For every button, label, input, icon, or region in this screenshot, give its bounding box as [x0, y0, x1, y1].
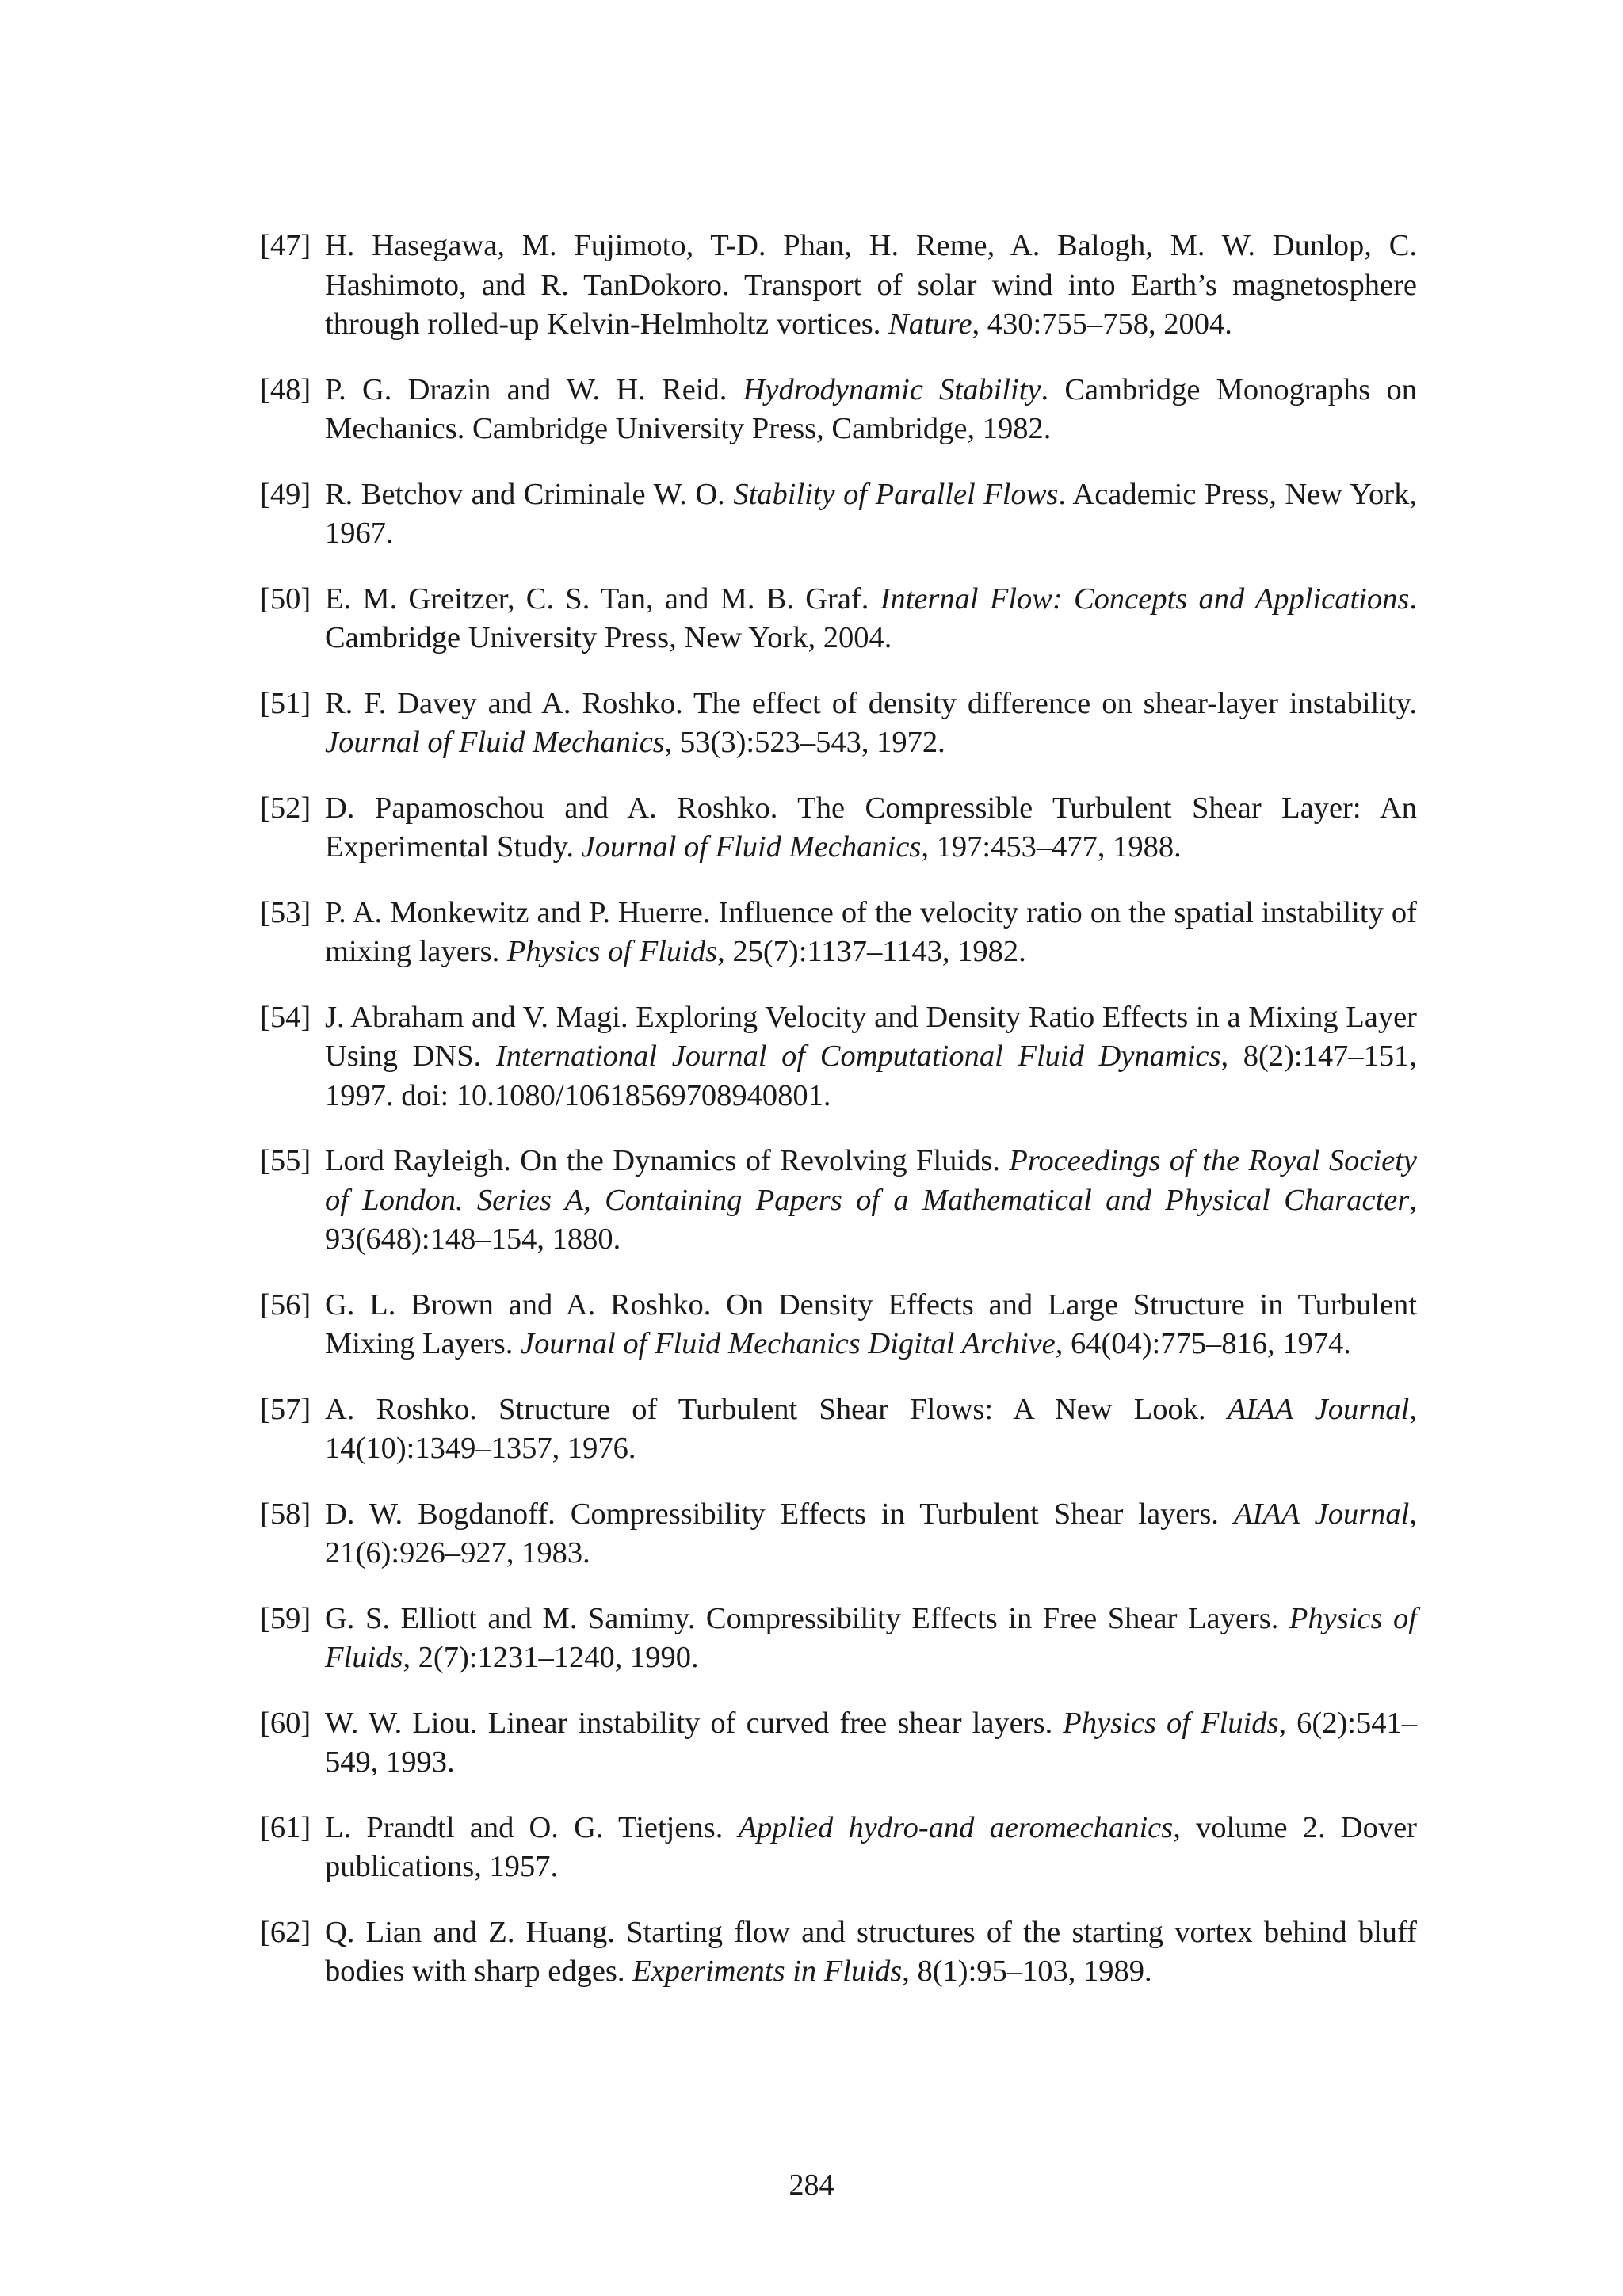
reference-segment: G. S. Elliott and M. Samimy. Compressibility Effects in Free Shear Layers.	[325, 1601, 1289, 1635]
reference-entry	[260, 1913, 1417, 1992]
reference-segment: , volume 2. Dover publications, 1957.	[325, 1810, 1417, 1883]
reference-text	[325, 1913, 1417, 1992]
reference-venue: Physics of Fluids	[506, 935, 718, 968]
reference-venue: Physics of Fluids	[325, 1601, 1417, 1674]
reference-number: [56]	[260, 1287, 311, 1322]
reference-venue: International Journal of Computational Fluid Dynamics	[495, 1039, 1221, 1073]
reference-number: [55]	[260, 1144, 311, 1177]
reference-entry	[260, 1390, 1417, 1469]
reference-number: [58]	[260, 1497, 311, 1531]
reference-venue: Journal of Fluid Mechanics	[325, 726, 665, 759]
reference-text	[325, 1809, 1417, 1887]
reference-number: [50]	[260, 582, 311, 616]
reference-entry	[260, 1809, 1417, 1887]
reference-text	[325, 685, 1417, 763]
reference-entry	[260, 789, 1417, 868]
reference-entry	[260, 1495, 1417, 1573]
reference-number: [57]	[260, 1392, 311, 1426]
reference-segment: . Academic Press, New York, 1967.	[325, 477, 1418, 550]
reference-segment: D. Papamoschou and A. Roshko. The Compressible Turbulent Shear Layer: An Experimental Study.	[325, 791, 1417, 864]
reference-text	[325, 475, 1417, 554]
reference-number: [47]	[260, 229, 311, 262]
reference-text	[325, 371, 1417, 449]
reference-venue: Hydrodynamic Stability	[743, 372, 1041, 406]
reference-entry	[260, 580, 1417, 658]
reference-segment: . Cambridge Monographs on Mechanics. Cambridge University Press, Cambridge, 1982.	[325, 372, 1417, 445]
reference-segment: , 197:453–477, 1988.	[921, 830, 1182, 864]
reference-number: [52]	[260, 791, 311, 825]
reference-text	[325, 789, 1417, 868]
reference-venue: Stability of Parallel Flows	[733, 477, 1059, 511]
reference-number: [48]	[260, 372, 311, 406]
reference-text	[325, 227, 1417, 345]
reference-number: [62]	[260, 1915, 311, 1949]
reference-segment: Q. Lian and Z. Huang. Starting flow and structures of the starting vortex behind bluff bodies with sharp edges.	[325, 1915, 1417, 1988]
reference-entry	[260, 371, 1417, 449]
reference-segment: R. F. Davey and A. Roshko. The effect of density difference on shear-layer instability.	[325, 686, 1417, 720]
reference-segment: , 8(1):95–103, 1989.	[902, 1955, 1152, 1988]
reference-segment: L. Prandtl and O. G. Tietjens.	[325, 1810, 739, 1844]
reference-segment: Lord Rayleigh. On the Dynamics of Revolving Fluids.	[325, 1144, 1010, 1177]
reference-segment: . Cambridge University Press, New York, 2004.	[325, 582, 1417, 654]
reference-segment: , 2(7):1231–1240, 1990.	[403, 1641, 699, 1674]
reference-number: [51]	[260, 686, 311, 720]
reference-segment: , 21(6):926–927, 1983.	[325, 1497, 1418, 1569]
reference-venue: AIAA Journal	[1233, 1497, 1410, 1531]
reference-text	[325, 1286, 1417, 1364]
reference-segment: , 53(3):523–543, 1972.	[664, 726, 945, 759]
reference-entry	[260, 1600, 1417, 1678]
reference-entry	[260, 685, 1417, 763]
reference-segment: P. A. Monkewitz and P. Huerre. Influence of the velocity ratio on the spatial instability of mixing layers.	[325, 895, 1417, 968]
reference-segment: , 14(10):1349–1357, 1976.	[325, 1392, 1417, 1465]
reference-entry	[260, 1142, 1417, 1260]
reference-number: [61]	[260, 1810, 311, 1844]
reference-segment: , 64(04):775–816, 1974.	[1055, 1327, 1351, 1360]
reference-segment: P. G. Drazin and W. H. Reid.	[325, 372, 743, 406]
reference-text	[325, 894, 1417, 972]
reference-number: [53]	[260, 895, 311, 929]
reference-venue: Physics of Fluids	[1063, 1706, 1279, 1740]
reference-number: [54]	[260, 1000, 311, 1034]
reference-text	[325, 1600, 1417, 1678]
reference-text	[325, 1142, 1417, 1260]
reference-segment: A. Roshko. Structure of Turbulent Shear Flows: A New Look.	[325, 1392, 1228, 1426]
reference-segment: , 8(2):147–151, 1997. doi: 10.1080/10618569708940801.	[325, 1039, 1417, 1112]
reference-entry	[260, 1704, 1417, 1783]
reference-segment: J. Abraham and V. Magi. Exploring Velocity and Density Ratio Effects in a Mixing Layer Using DNS.	[325, 1000, 1417, 1073]
reference-entry	[260, 894, 1417, 972]
reference-segment: , 93(648):148–154, 1880.	[325, 1183, 1417, 1256]
reference-segment: W. W. Liou. Linear instability of curved free shear layers.	[325, 1706, 1064, 1740]
reference-venue: Internal Flow: Concepts and Applications	[880, 582, 1410, 616]
reference-number: [49]	[260, 477, 311, 511]
reference-entry	[260, 475, 1417, 554]
reference-text	[325, 580, 1417, 658]
reference-text	[325, 998, 1417, 1116]
reference-list	[260, 227, 1417, 2018]
page-number: 284	[789, 2168, 834, 2202]
reference-segment: E. M. Greitzer, C. S. Tan, and M. B. Graf.	[325, 582, 880, 616]
reference-text	[325, 1704, 1417, 1783]
reference-segment: , 6(2):541–549, 1993.	[325, 1706, 1417, 1779]
reference-venue: AIAA Journal	[1227, 1392, 1410, 1426]
reference-venue: Journal of Fluid Mechanics	[581, 830, 922, 864]
reference-venue: Proceedings of the Royal Society of London. Series A, Containing Papers of a Mathematical and Physical Character	[325, 1144, 1417, 1217]
reference-text	[325, 1390, 1417, 1469]
reference-segment: R. Betchov and Criminale W. O.	[325, 477, 734, 511]
reference-venue: Nature	[888, 307, 972, 341]
reference-segment: , 25(7):1137–1143, 1982.	[717, 935, 1026, 968]
reference-segment: D. W. Bogdanoff. Compressibility Effects in Turbulent Shear layers.	[325, 1497, 1234, 1531]
reference-venue: Journal of Fluid Mechanics Digital Archive	[521, 1327, 1056, 1360]
reference-entry	[260, 1286, 1417, 1364]
reference-entry	[260, 998, 1417, 1116]
reference-entry	[260, 227, 1417, 345]
reference-venue: Applied hydro-and aeromechanics	[738, 1810, 1174, 1844]
reference-segment: G. L. Brown and A. Roshko. On Density Effects and Large Structure in Turbulent Mixing Layers.	[325, 1287, 1417, 1360]
reference-venue: Experiments in Fluids	[632, 1955, 903, 1988]
reference-number: [59]	[260, 1601, 311, 1635]
reference-number: [60]	[260, 1706, 311, 1740]
reference-segment: , 430:755–758, 2004.	[972, 307, 1232, 341]
reference-segment: H. Hasegawa, M. Fujimoto, T-D. Phan, H. Reme, A. Balogh, M. W. Dunlop, C. Hashimoto, and R. TanDokoro. Transport of solar wind into Earth’s magnetosphere through rolled-up Kelvin-Helmholtz vortices.	[325, 229, 1417, 341]
reference-text	[325, 1495, 1417, 1573]
